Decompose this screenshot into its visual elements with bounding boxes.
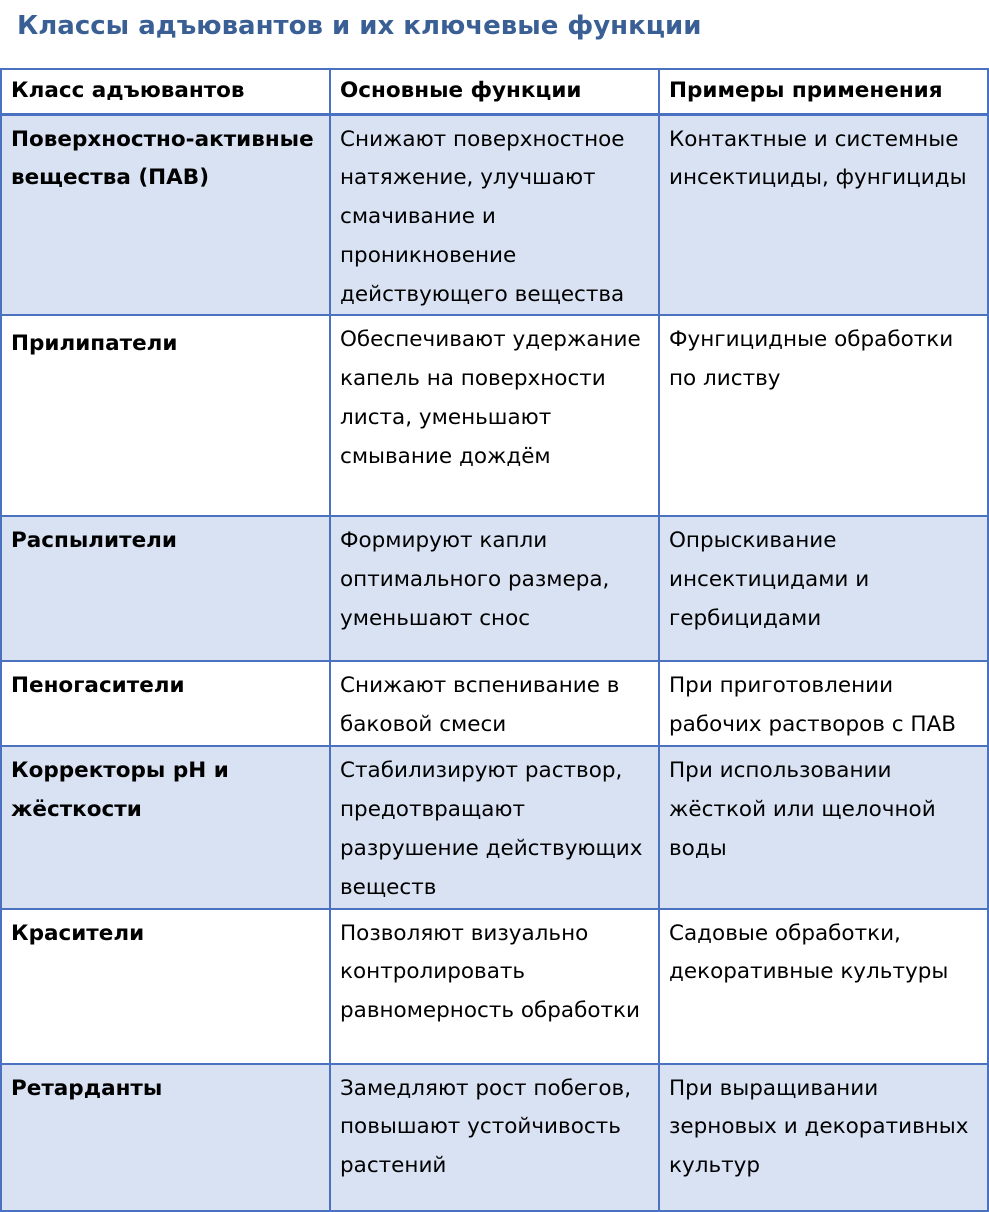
row-class-name: Ретарданты (1, 1064, 330, 1211)
table-row (1, 909, 988, 1064)
row-examples: Контактные и системные инсектициды, фунгициды (659, 114, 988, 315)
row-examples: Опрыскивание инсектицидами и гербицидами (659, 516, 988, 661)
row-function: Снижают вспенивание в баковой смеси (330, 661, 659, 746)
row-function: Снижают поверхностное натяжение, улучшают смачивание и проникновение действующего вещества (330, 114, 659, 315)
row-examples: При выращивании зерновых и декоративных культур (659, 1064, 988, 1211)
table-row (1, 114, 988, 315)
column-header-examples: Примеры применения (659, 69, 988, 114)
row-class-name: Прилипатели (1, 315, 330, 516)
row-examples: Садовые обработки, декоративные культуры (659, 909, 988, 1064)
row-function: Замедляют рост побегов, повышают устойчивость растений (330, 1064, 659, 1211)
table-row (1, 315, 988, 516)
row-class-name: Поверхностно-активные вещества (ПАВ) (1, 114, 330, 315)
row-function: Позволяют визуально контролировать равномерность обработки (330, 909, 659, 1064)
page-title: Классы адъювантов и их ключевые функции (17, 11, 702, 41)
row-class-name: Распылители (1, 516, 330, 661)
row-examples: При приготовлении рабочих растворов с ПАВ (659, 661, 988, 746)
table-row (1, 1064, 988, 1211)
table-row (1, 746, 988, 908)
row-class-name: Корректоры pH и жёсткости (1, 746, 330, 908)
row-class-name: Пеногасители (1, 661, 330, 746)
column-header-functions: Основные функции (330, 69, 659, 114)
adjuvant-classes-table (0, 68, 989, 1212)
row-function: Обеспечивают удержание капель на поверхности листа, уменьшают смывание дождём (330, 315, 659, 516)
column-header-class: Класс адъювантов (1, 69, 330, 114)
row-class-name: Красители (1, 909, 330, 1064)
row-examples: Фунгицидные обработки по листву (659, 315, 988, 516)
row-examples: При использовании жёсткой или щелочной воды (659, 746, 988, 908)
table-row (1, 661, 988, 746)
row-function: Формируют капли оптимального размера, уменьшают снос (330, 516, 659, 661)
table-header-row (1, 69, 988, 114)
row-function: Стабилизируют раствор, предотвращают разрушение действующих веществ (330, 746, 659, 908)
table-row (1, 516, 988, 661)
